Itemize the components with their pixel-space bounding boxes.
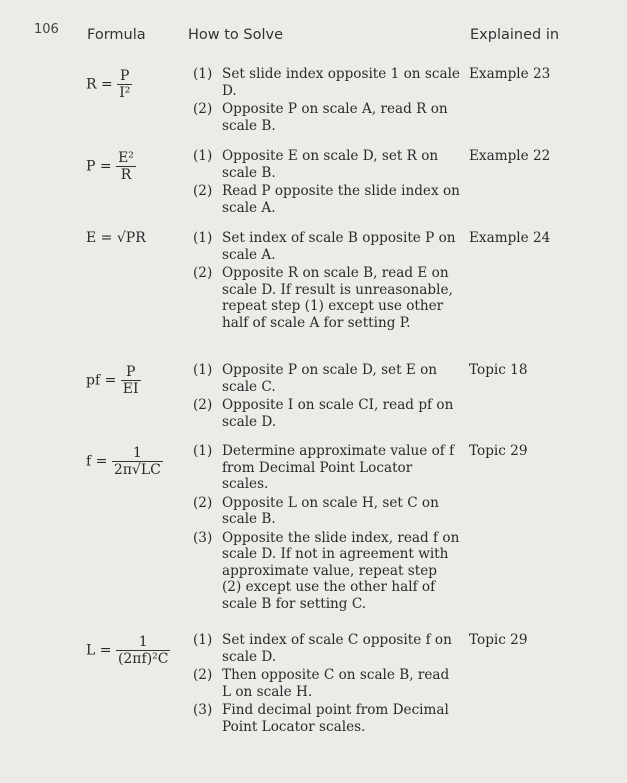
- numerator: P: [121, 364, 141, 381]
- step-number: (1): [193, 362, 213, 378]
- step-number: (1): [193, 632, 213, 648]
- step-number: (1): [193, 148, 213, 164]
- fraction: [121, 364, 141, 397]
- steps: [193, 148, 460, 218]
- fraction: [116, 634, 171, 667]
- formula-p: [86, 150, 136, 183]
- step-text: Find decimal point from Decimal Point Locator scales.: [222, 702, 449, 735]
- step-number: (2): [193, 667, 213, 683]
- step-number: (2): [193, 494, 213, 511]
- step-text: Then opposite C on scale B, read L on scale H.: [222, 667, 450, 700]
- step-text: Opposite E on scale D, set R on scale B.: [222, 148, 439, 181]
- step-number: (2): [193, 101, 213, 117]
- formula-lhs: f =: [86, 453, 108, 470]
- formula-lhs: L =: [86, 642, 112, 659]
- step: [193, 530, 460, 613]
- step: [193, 265, 460, 331]
- numerator: 1: [116, 634, 171, 651]
- formula-lhs: pf =: [86, 372, 117, 389]
- step: [193, 495, 460, 528]
- step-text: Set slide index opposite 1 on scale D.: [222, 66, 460, 99]
- step: [193, 148, 460, 181]
- step-number: (3): [193, 529, 213, 546]
- step-number: (2): [193, 397, 213, 413]
- header-formula: Formula: [87, 27, 146, 43]
- fraction: [116, 150, 136, 183]
- formula-pf: [86, 364, 141, 397]
- formula-lhs: P =: [86, 158, 112, 175]
- formula-lhs: R =: [86, 76, 113, 93]
- step: [193, 183, 460, 216]
- step-text: Set index of scale C opposite f on scale D.: [222, 632, 452, 665]
- step: [193, 362, 460, 395]
- header-explained-in: Explained in: [470, 27, 560, 43]
- explained-ref: Example 24: [469, 230, 551, 246]
- steps: [193, 632, 460, 737]
- step-text: Opposite P on scale A, read R on scale B.: [222, 101, 448, 134]
- step-text: Opposite R on scale B, read E on scale D. If result is unreasonable, repeat step (1) except use other half of scale A for setting P.: [222, 265, 453, 331]
- denominator: I²: [119, 85, 131, 101]
- step-number: (1): [193, 443, 213, 459]
- explained-ref: Topic 29: [469, 632, 528, 648]
- step-text: Opposite the slide index, read f on scale D. If not in agreement with approximate value, repeat step (2) except use the other half of scale B for setting C.: [222, 529, 460, 612]
- step-number: (2): [193, 183, 213, 199]
- formula-r: [86, 68, 132, 101]
- step-text: Determine approximate value of f from Decimal Point Locator scales.: [222, 443, 455, 492]
- header-how-to-solve: How to Solve: [188, 27, 284, 43]
- step: [193, 101, 460, 134]
- denominator: 2π√LC: [113, 462, 161, 478]
- step: [193, 230, 460, 263]
- steps: [193, 66, 460, 136]
- explained-ref: Example 22: [469, 148, 551, 164]
- explained-ref: Example 23: [469, 66, 551, 82]
- page-number: 106: [34, 22, 59, 37]
- step-number: (1): [193, 66, 213, 82]
- explained-ref: Topic 29: [469, 443, 528, 459]
- steps: [193, 362, 460, 432]
- formula-text: E = √PR: [86, 230, 146, 246]
- formula-e: [86, 230, 146, 246]
- steps: [193, 443, 460, 614]
- numerator: 1: [112, 445, 163, 462]
- denominator: EI: [122, 381, 139, 397]
- denominator: R: [120, 167, 132, 183]
- fraction: [112, 445, 163, 478]
- denominator: (2πf)²C: [117, 651, 169, 667]
- step-text: Opposite P on scale D, set E on scale C.: [222, 362, 438, 395]
- steps: [193, 230, 460, 333]
- step: [193, 667, 460, 700]
- step: [193, 397, 460, 430]
- explained-ref: Topic 18: [469, 362, 528, 378]
- step-number: (1): [193, 230, 213, 246]
- step: [193, 66, 460, 99]
- numerator: E²: [118, 150, 134, 166]
- step: [193, 702, 460, 735]
- formula-f: [86, 445, 163, 478]
- step-text: Set index of scale B opposite P on scale A.: [222, 230, 456, 263]
- numerator: P: [117, 68, 132, 85]
- formula-l: [86, 634, 170, 667]
- step-text: Opposite L on scale H, set C on scale B.: [222, 494, 439, 527]
- step-text: Read P opposite the slide index on scale A.: [222, 183, 460, 216]
- step-text: Opposite I on scale CI, read pf on scale D.: [222, 397, 454, 430]
- step: [193, 632, 460, 665]
- step-number: (2): [193, 265, 213, 281]
- step-number: (3): [193, 702, 213, 718]
- fraction: [117, 68, 132, 101]
- step: [193, 443, 460, 493]
